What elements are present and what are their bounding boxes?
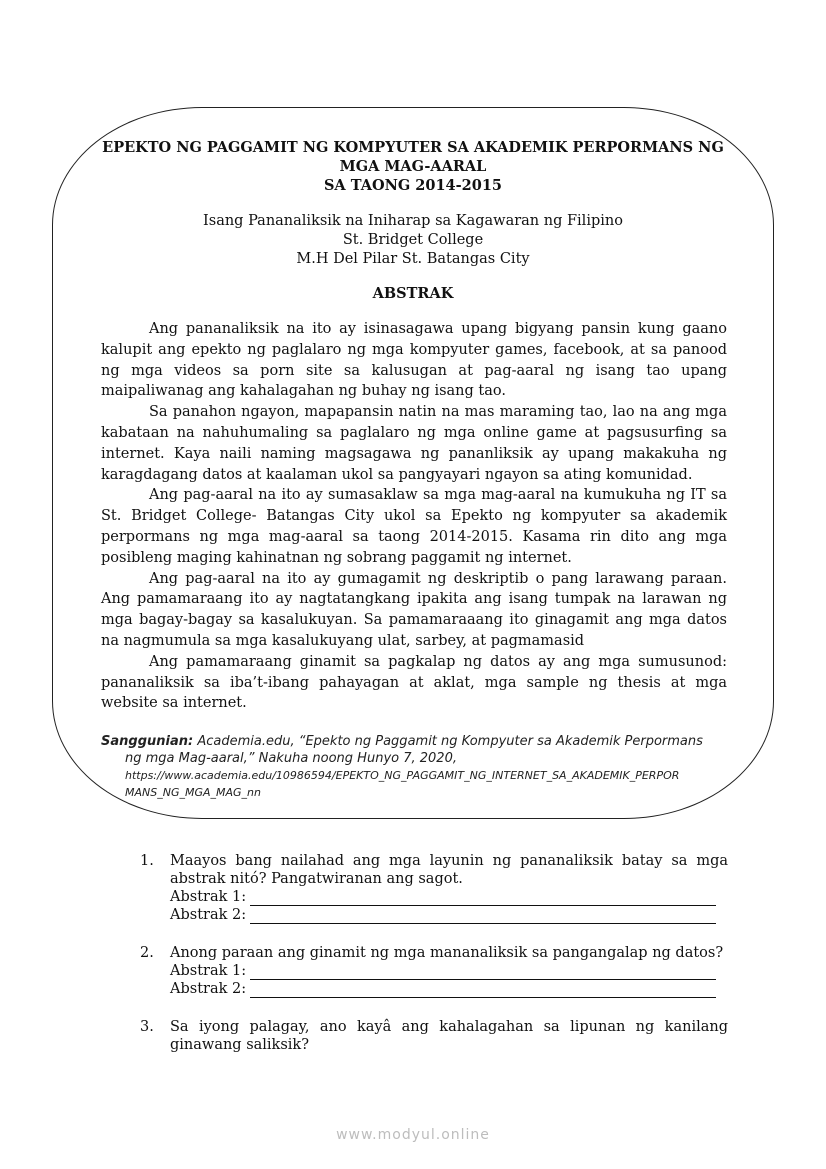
abstract-paragraph: Ang pamamaraang ginamit sa pagkalap ng datos ay ang mga sumusunod: pananaliksik sa iba’t-ibang pahayagan at aklat, mga sample ng thesis at mga website sa internet. — [101, 653, 727, 712]
title-line: EPEKTO NG PAGGAMIT NG KOMPYUTER SA AKADEMIK PERPORMANS NG — [102, 139, 724, 156]
question-text: Maayos bang nailahad ang mga layunin ng pananaliksik batay sa mga abstrak nitó? Pangatwiranan ang sagot. — [170, 853, 728, 887]
answer-blank[interactable] — [250, 909, 716, 924]
answer-row — [170, 906, 728, 924]
answer-label: Abstrak 1: — [170, 963, 247, 979]
answer-row — [170, 980, 728, 998]
question-number: 3. — [140, 1019, 154, 1035]
question-text: Sa iyong palagay, ano kayâ ang kahalagahan sa lipunan ng kanilang ginawang saliksik? — [170, 1019, 728, 1053]
abstract-paragraph: Sa panahon ngayon, mapapansin natin na mas maraming tao, lao na ang mga kabataan na nahuhumaling sa paglalaro ng mga online game at pagsusurfing sa internet. Kaya naili naming magsagawa ng pananliksik ay upang makakuha ng karagdagang datos at kaalaman ukol sa pangyayari ngayon sa ating komunidad. — [101, 404, 727, 483]
reference-url: MANS_NG_MGA_MAG_nn — [125, 786, 262, 799]
answer-blank[interactable] — [250, 983, 716, 998]
abstract-paragraph: Ang pag-aaral na ito ay sumasaklaw sa mga mag-aaral na kumukuha ng IT sa St. Bridget College- Batangas City ukol sa Epekto ng kompyuter sa akademik perpormans ng mga mag-aaral sa taong 2014-2015. Kasama rin dito ang mga posibleng maging kahinatnan ng sobrang paggamit ng internet. — [101, 487, 727, 566]
answer-label: Abstrak 2: — [170, 907, 247, 923]
answer-label: Abstrak 1: — [170, 889, 247, 905]
abstract-paragraph: Ang pananaliksik na ito ay isinasagawa upang bigyang pansin kung gaano kalupit ang epekto ng paglalaro ng mga kompyuter games, facebook, at sa panood ng mga videos sa porn site sa kalusugan at pag-aaral ng isang tao upang maipaliwanag ang kahalagahan ng buhay ng isang tao. — [101, 321, 727, 400]
subtitle-line: Isang Pananaliksik na Iniharap sa Kagawaran ng Filipino — [203, 213, 623, 229]
question-number: 2. — [140, 945, 154, 961]
reference-label: Sanggunian: — [101, 734, 194, 749]
reference-text: ng mga Mag-aaral,” Nakuha noong Hunyo 7, 2020, — [125, 751, 457, 766]
answer-blank[interactable] — [250, 965, 716, 980]
answer-row — [170, 888, 728, 906]
question-item — [140, 944, 728, 998]
answer-row — [170, 962, 728, 980]
question-list — [140, 852, 728, 1074]
watermark: www.modyul.online — [336, 1127, 490, 1143]
abstract-body — [101, 319, 727, 714]
title-line: MGA MAG-AARAL — [339, 158, 487, 175]
question-text: Anong paraan ang ginamit ng mga mananaliksik sa pangangalap ng datos? — [170, 945, 724, 961]
abstract-heading: ABSTRAK — [372, 285, 454, 302]
subtitle-line: St. Bridget College — [342, 232, 484, 248]
question-item — [140, 1018, 728, 1054]
question-item — [140, 852, 728, 924]
subtitle-line: M.H Del Pilar St. Batangas City — [296, 251, 530, 267]
answer-blank[interactable] — [250, 891, 716, 906]
document-title — [100, 138, 726, 195]
reference-text: Academia.edu, “Epekto ng Paggamit ng Kompyuter sa Akademik Perpormans — [193, 734, 703, 749]
reference-citation — [101, 733, 727, 801]
reference-url: https://www.academia.edu/10986594/EPEKTO_NG_PAGGAMIT_NG_INTERNET_SA_AKADEMIK_PERPOR — [125, 769, 680, 782]
document-subtitle — [100, 212, 726, 269]
question-number: 1. — [140, 853, 154, 869]
answer-label: Abstrak 2: — [170, 981, 247, 997]
title-line: SA TAONG 2014-2015 — [323, 177, 503, 194]
abstract-paragraph: Ang pag-aaral na ito ay gumagamit ng deskriptib o pang larawang paraan. Ang pamamaraang ito ay nagtatangkang ipakita ang isang tumpak na larawan ng mga bagay-bagay sa kasalukuyan. Sa pamamaraaang ito ginagamit ang mga datos na nagmumula sa mga kasalukuyang ulat, sarbey, at pagmamasid — [101, 570, 727, 649]
